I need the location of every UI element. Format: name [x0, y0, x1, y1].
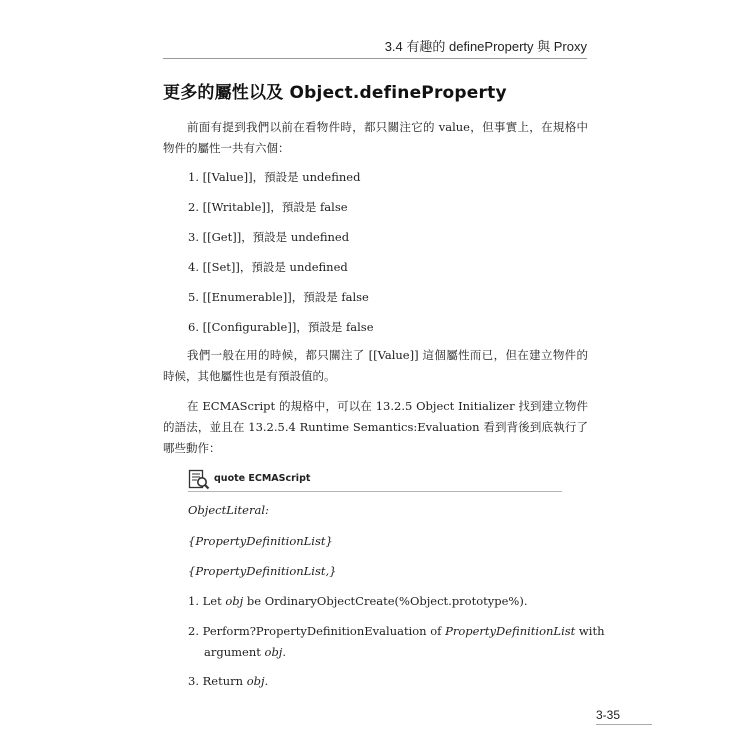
- algorithm-step-2: [188, 624, 605, 638]
- page-number: 3-35: [596, 708, 621, 722]
- step-1-number: 1.: [188, 594, 199, 608]
- quote-header: [188, 467, 560, 493]
- step-2-obj: obj: [264, 645, 283, 659]
- step-2-end: .: [282, 645, 287, 659]
- attribute-item-configurable: 6. [[Configurable]]，預設是 false: [188, 320, 374, 334]
- step-2-post: with: [575, 624, 605, 638]
- step-3-pre: Return: [198, 674, 247, 688]
- step-1-post: be OrdinaryObjectCreate(%Object.prototype%).: [243, 594, 528, 608]
- running-header: 3.4 有趣的 defineProperty 與 Proxy: [384, 39, 587, 54]
- step-2-arg: argument: [204, 645, 265, 659]
- attribute-item-set: 4. [[Set]]，預設是 undefined: [188, 260, 348, 274]
- algorithm-step-1: [188, 594, 528, 608]
- header-rule: [163, 58, 587, 59]
- object-literal-heading: ObjectLiteral:: [188, 503, 269, 517]
- intro-paragraph: 前面有提到我們以前在看物件時，都只關注它的 value，但事實上，在規格中物件的屬性一共有六個：: [163, 120, 588, 155]
- section-title: 更多的屬性以及 Object.defineProperty: [163, 83, 507, 103]
- document-magnifier-icon: [188, 469, 210, 491]
- quote-rule: [188, 491, 562, 492]
- algorithm-step-2-continued: [204, 645, 286, 659]
- step-3-end: .: [264, 674, 269, 688]
- attribute-item-get: 3. [[Get]]，預設是 undefined: [188, 230, 350, 244]
- grammar-pdl-comma: {PropertyDefinitionList,}: [188, 564, 337, 578]
- attribute-item-value: 1. [[Value]]，預設是 undefined: [188, 170, 361, 184]
- attribute-item-writable: 2. [[Writable]]，預設是 false: [188, 200, 348, 214]
- grammar-pdl: {PropertyDefinitionList}: [188, 534, 333, 548]
- step-2-pre: Perform?PropertyDefinitionEvaluation of: [198, 624, 446, 638]
- step-2-number: 2.: [188, 624, 199, 638]
- algorithm-step-3: [188, 674, 268, 688]
- value-note-paragraph: 我們一般在用的時候，都只關注了 [[Value]] 這個屬性而已，但在建立物件的時候，其他屬性也是有預設值的。: [163, 348, 588, 383]
- quote-label: quote ECMAScript: [214, 473, 311, 484]
- spec-paragraph: 在 ECMAScript 的規格中，可以在 13.2.5 Object Initializer 找到建立物件的語法，並且在 13.2.5.4 Runtime Semantics:Evaluation 看到背後到底執行了哪些動作：: [163, 399, 588, 455]
- step-1-obj: obj: [225, 594, 244, 608]
- step-2-pdl: PropertyDefinitionList: [445, 624, 576, 638]
- attribute-item-enumerable: 5. [[Enumerable]]，預設是 false: [188, 290, 369, 304]
- step-1-pre: Let: [198, 594, 226, 608]
- footer-rule: [596, 724, 652, 725]
- step-3-number: 3.: [188, 674, 199, 688]
- step-3-obj: obj: [246, 674, 265, 688]
